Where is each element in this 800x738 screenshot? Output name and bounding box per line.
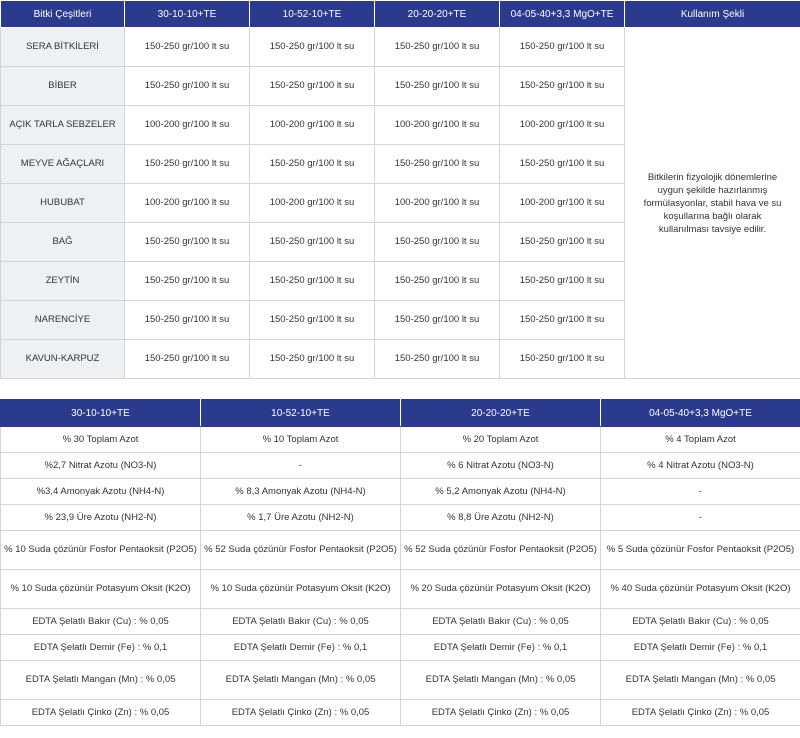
- crop-name: HUBUBAT: [1, 184, 125, 223]
- dosage-cell: 150-250 gr/100 lt su: [125, 262, 250, 301]
- dosage-cell: 150-250 gr/100 lt su: [250, 262, 375, 301]
- dosage-cell: 150-250 gr/100 lt su: [250, 223, 375, 262]
- dosage-cell: 150-250 gr/100 lt su: [125, 145, 250, 184]
- composition-cell: % 10 Suda çözünür Potasyum Oksit (K2O): [201, 570, 401, 609]
- composition-cell: EDTA Şelatlı Mangan (Mn) : % 0,05: [201, 661, 401, 700]
- dosage-cell: 150-250 gr/100 lt su: [500, 145, 625, 184]
- composition-cell: % 30 Toplam Azot: [1, 427, 201, 453]
- table-row: [1, 427, 800, 453]
- dosage-cell: 150-250 gr/100 lt su: [125, 28, 250, 67]
- composition-cell: EDTA Şelatlı Demir (Fe) : % 0,1: [1, 635, 201, 661]
- header-usage: Kullanım Şekli: [625, 1, 800, 28]
- crop-name: NARENCİYE: [1, 301, 125, 340]
- dosage-cell: 150-250 gr/100 lt su: [500, 340, 625, 379]
- composition-cell: EDTA Şelatlı Çinko (Zn) : % 0,05: [201, 700, 401, 726]
- dosage-cell: 150-250 gr/100 lt su: [250, 67, 375, 106]
- composition-cell: EDTA Şelatlı Bakır (Cu) : % 0,05: [201, 609, 401, 635]
- dosage-cell: 150-250 gr/100 lt su: [250, 301, 375, 340]
- composition-cell: EDTA Şelatlı Çinko (Zn) : % 0,05: [1, 700, 201, 726]
- composition-cell: %3,4 Amonyak Azotu (NH4-N): [1, 479, 201, 505]
- table-row: [1, 570, 800, 609]
- table-row: [1, 479, 800, 505]
- dosage-cell: 150-250 gr/100 lt su: [500, 223, 625, 262]
- composition-cell: EDTA Şelatlı Demir (Fe) : % 0,1: [601, 635, 800, 661]
- composition-cell: % 1,7 Üre Azotu (NH2-N): [201, 505, 401, 531]
- dosage-cell: 150-250 gr/100 lt su: [125, 67, 250, 106]
- dosage-cell: 150-250 gr/100 lt su: [125, 340, 250, 379]
- composition-cell: % 8,8 Üre Azotu (NH2-N): [401, 505, 601, 531]
- composition-cell: % 20 Suda çözünür Potasyum Oksit (K2O): [401, 570, 601, 609]
- dosage-cell: 100-200 gr/100 lt su: [375, 106, 500, 145]
- composition-cell: EDTA Şelatlı Bakır (Cu) : % 0,05: [1, 609, 201, 635]
- composition-cell: % 8,3 Amonyak Azotu (NH4-N): [201, 479, 401, 505]
- header-10-52-10: 10-52-10+TE: [201, 400, 401, 427]
- header-04-05-40: 04-05-40+3,3 MgO+TE: [500, 1, 625, 28]
- composition-cell: % 5 Suda çözünür Fosfor Pentaoksit (P2O5): [601, 531, 800, 570]
- crop-name: SERA BİTKİLERİ: [1, 28, 125, 67]
- composition-cell: % 52 Suda çözünür Fosfor Pentaoksit (P2O5): [401, 531, 601, 570]
- composition-cell: % 4 Toplam Azot: [601, 427, 800, 453]
- header-30-10-10: 30-10-10+TE: [1, 400, 201, 427]
- dosage-cell: 150-250 gr/100 lt su: [375, 28, 500, 67]
- composition-cell: % 52 Suda çözünür Fosfor Pentaoksit (P2O5): [201, 531, 401, 570]
- dosage-cell: 100-200 gr/100 lt su: [125, 184, 250, 223]
- dosage-cell: 150-250 gr/100 lt su: [375, 145, 500, 184]
- table-row: [1, 609, 800, 635]
- composition-cell: % 20 Toplam Azot: [401, 427, 601, 453]
- table-row: [1, 505, 800, 531]
- dosage-cell: 150-250 gr/100 lt su: [375, 301, 500, 340]
- composition-cell: % 6 Nitrat Azotu (NO3-N): [401, 453, 601, 479]
- dosage-cell: 100-200 gr/100 lt su: [125, 106, 250, 145]
- dosage-cell: 150-250 gr/100 lt su: [500, 301, 625, 340]
- table-row: [1, 28, 800, 67]
- table-row: [1, 635, 800, 661]
- crop-name: MEYVE AĞAÇLARI: [1, 145, 125, 184]
- composition-cell: % 10 Toplam Azot: [201, 427, 401, 453]
- dosage-cell: 150-250 gr/100 lt su: [375, 340, 500, 379]
- composition-cell: EDTA Şelatlı Mangan (Mn) : % 0,05: [1, 661, 201, 700]
- header-crop-types: Bitki Çeşitleri: [1, 1, 125, 28]
- header-30-10-10: 30-10-10+TE: [125, 1, 250, 28]
- usage-header-row: [1, 1, 800, 28]
- dosage-cell: 100-200 gr/100 lt su: [250, 106, 375, 145]
- composition-cell: EDTA Şelatlı Çinko (Zn) : % 0,05: [401, 700, 601, 726]
- dosage-cell: 150-250 gr/100 lt su: [125, 223, 250, 262]
- header-04-05-40: 04-05-40+3,3 MgO+TE: [601, 400, 800, 427]
- composition-cell: EDTA Şelatlı Demir (Fe) : % 0,1: [401, 635, 601, 661]
- crop-name: KAVUN-KARPUZ: [1, 340, 125, 379]
- composition-cell: EDTA Şelatlı Mangan (Mn) : % 0,05: [601, 661, 800, 700]
- crop-name: AÇIK TARLA SEBZELER: [1, 106, 125, 145]
- composition-cell: % 10 Suda çözünür Potasyum Oksit (K2O): [1, 570, 201, 609]
- composition-cell: % 40 Suda çözünür Potasyum Oksit (K2O): [601, 570, 800, 609]
- table-row: [1, 531, 800, 570]
- composition-header-row: [1, 400, 800, 427]
- composition-cell: EDTA Şelatlı Mangan (Mn) : % 0,05: [401, 661, 601, 700]
- dosage-cell: 150-250 gr/100 lt su: [250, 145, 375, 184]
- dosage-cell: 100-200 gr/100 lt su: [500, 184, 625, 223]
- composition-cell: % 5,2 Amonyak Azotu (NH4-N): [401, 479, 601, 505]
- crop-name: BAĞ: [1, 223, 125, 262]
- composition-cell: %2,7 Nitrat Azotu (NO3-N): [1, 453, 201, 479]
- dosage-cell: 150-250 gr/100 lt su: [375, 223, 500, 262]
- header-20-20-20: 20-20-20+TE: [401, 400, 601, 427]
- table-row: [1, 661, 800, 700]
- dosage-cell: 100-200 gr/100 lt su: [375, 184, 500, 223]
- composition-cell: -: [601, 479, 800, 505]
- composition-cell: % 4 Nitrat Azotu (NO3-N): [601, 453, 800, 479]
- dosage-cell: 150-250 gr/100 lt su: [375, 67, 500, 106]
- header-10-52-10: 10-52-10+TE: [250, 1, 375, 28]
- dosage-cell: 150-250 gr/100 lt su: [250, 28, 375, 67]
- dosage-cell: 150-250 gr/100 lt su: [500, 28, 625, 67]
- composition-cell: EDTA Şelatlı Demir (Fe) : % 0,1: [201, 635, 401, 661]
- composition-cell: % 23,9 Üre Azotu (NH2-N): [1, 505, 201, 531]
- composition-cell: EDTA Şelatlı Çinko (Zn) : % 0,05: [601, 700, 800, 726]
- dosage-cell: 150-250 gr/100 lt su: [500, 262, 625, 301]
- dosage-cell: 150-250 gr/100 lt su: [250, 340, 375, 379]
- crop-name: ZEYTİN: [1, 262, 125, 301]
- composition-cell: % 10 Suda çözünür Fosfor Pentaoksit (P2O5): [1, 531, 201, 570]
- composition-cell: -: [201, 453, 401, 479]
- composition-table: [0, 399, 800, 726]
- table-row: [1, 453, 800, 479]
- dosage-cell: 150-250 gr/100 lt su: [125, 301, 250, 340]
- composition-cell: EDTA Şelatlı Bakır (Cu) : % 0,05: [401, 609, 601, 635]
- composition-cell: EDTA Şelatlı Bakır (Cu) : % 0,05: [601, 609, 800, 635]
- table-row: [1, 700, 800, 726]
- crop-name: BİBER: [1, 67, 125, 106]
- dosage-cell: 150-250 gr/100 lt su: [375, 262, 500, 301]
- header-20-20-20: 20-20-20+TE: [375, 1, 500, 28]
- composition-cell: -: [601, 505, 800, 531]
- dosage-cell: 150-250 gr/100 lt su: [500, 67, 625, 106]
- usage-note: Bitkilerin fizyolojik dönemlerine uygun şekilde hazırlanmış formülasyonlar, stabil hava ve su koşullarına bağlı olarak kullanılması tavsiye edilir.: [625, 28, 800, 379]
- dosage-cell: 100-200 gr/100 lt su: [500, 106, 625, 145]
- dosage-cell: 100-200 gr/100 lt su: [250, 184, 375, 223]
